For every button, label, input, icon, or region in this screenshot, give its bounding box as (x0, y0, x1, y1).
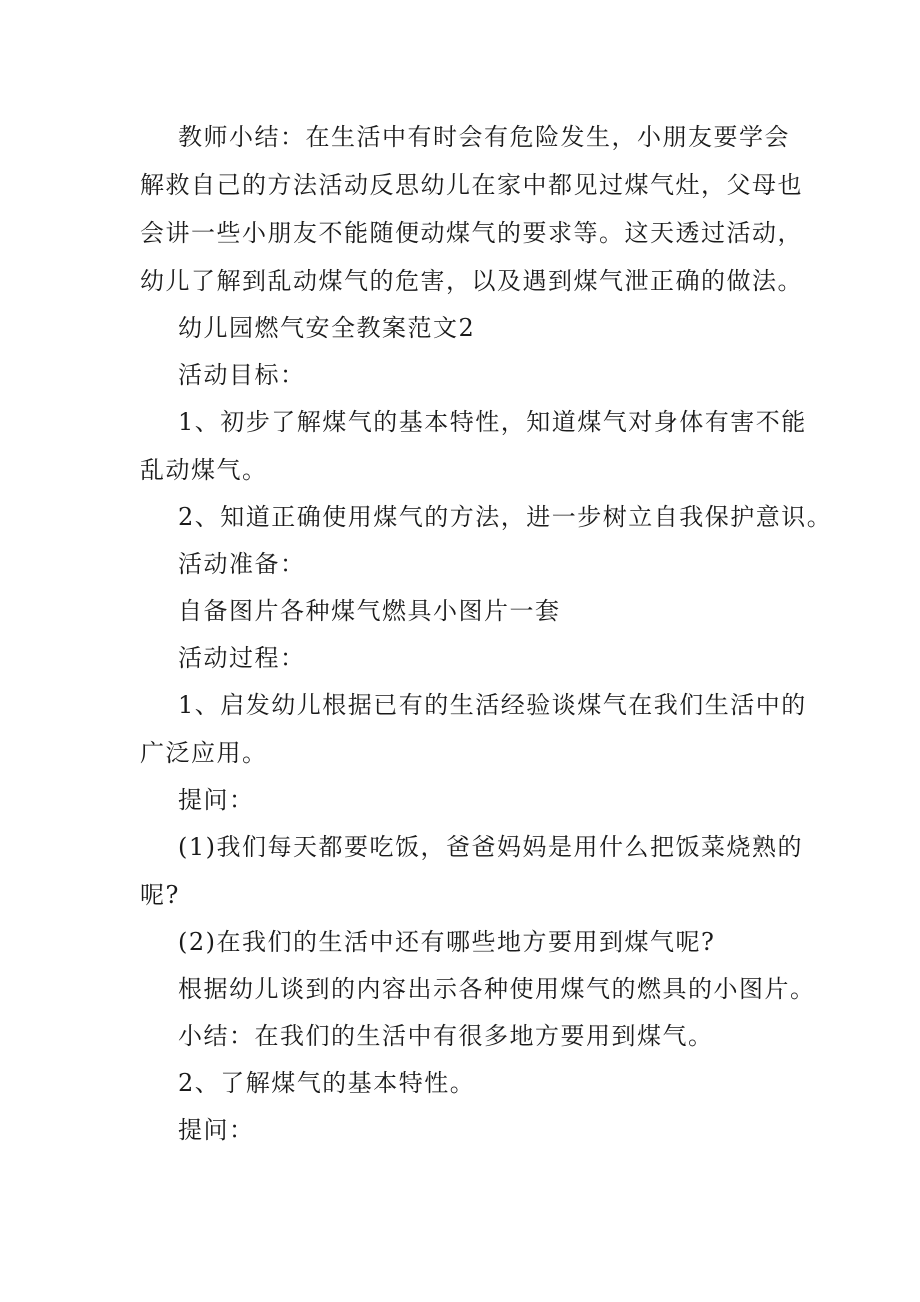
heading-activity-goals: 活动目标： (178, 361, 306, 389)
paragraph-summary-line-2: 解救自己的方法活动反思幼儿在家中都见过煤气灶，父母也 (140, 171, 803, 199)
show-pictures-instruction: 根据幼儿谈到的内容出示各种使用煤气的燃具的小图片。 (178, 975, 816, 1003)
question-label-2: 提问： (178, 1116, 255, 1144)
question-1-line-2: 呢? (140, 881, 180, 909)
document-body (140, 118, 833, 1149)
process-step-1-line-2: 广泛应用。 (140, 739, 268, 767)
process-step-2: 2、了解煤气的基本特性。 (178, 1069, 476, 1097)
goal-2: 2、知道正确使用煤气的方法，进一步树立自我保护意识。 (178, 503, 833, 531)
question-2: (2)在我们的生活中还有哪些地方要用到煤气呢? (178, 928, 716, 956)
summary-short: 小结：在我们的生活中有很多地方要用到煤气。 (178, 1022, 714, 1050)
prep-materials: 自备图片各种煤气燃具小图片一套 (178, 597, 561, 625)
paragraph-summary-line-1: 教师小结：在生活中有时会有危险发生，小朋友要学会 (178, 123, 790, 151)
question-label-1: 提问： (178, 786, 255, 814)
paragraph-summary-line-3: 会讲一些小朋友不能随便动煤气的要求等。这天透过活动， (140, 219, 803, 247)
goal-1-line-2: 乱动煤气。 (140, 456, 268, 484)
process-step-1-line-1: 1、启发幼儿根据已有的生活经验谈煤气在我们生活中的 (178, 691, 807, 719)
heading-activity-prep: 活动准备： (178, 550, 306, 578)
paragraph-summary-line-4: 幼儿了解到乱动煤气的危害，以及遇到煤气泄正确的做法。 (140, 267, 803, 295)
section-title: 幼儿园燃气安全教案范文2 (178, 314, 476, 342)
question-1-line-1: (1)我们每天都要吃饭，爸爸妈妈是用什么把饭菜烧熟的 (178, 833, 803, 861)
goal-1-line-1: 1、初步了解煤气的基本特性，知道煤气对身体有害不能 (178, 408, 807, 436)
heading-activity-process: 活动过程： (178, 644, 306, 672)
